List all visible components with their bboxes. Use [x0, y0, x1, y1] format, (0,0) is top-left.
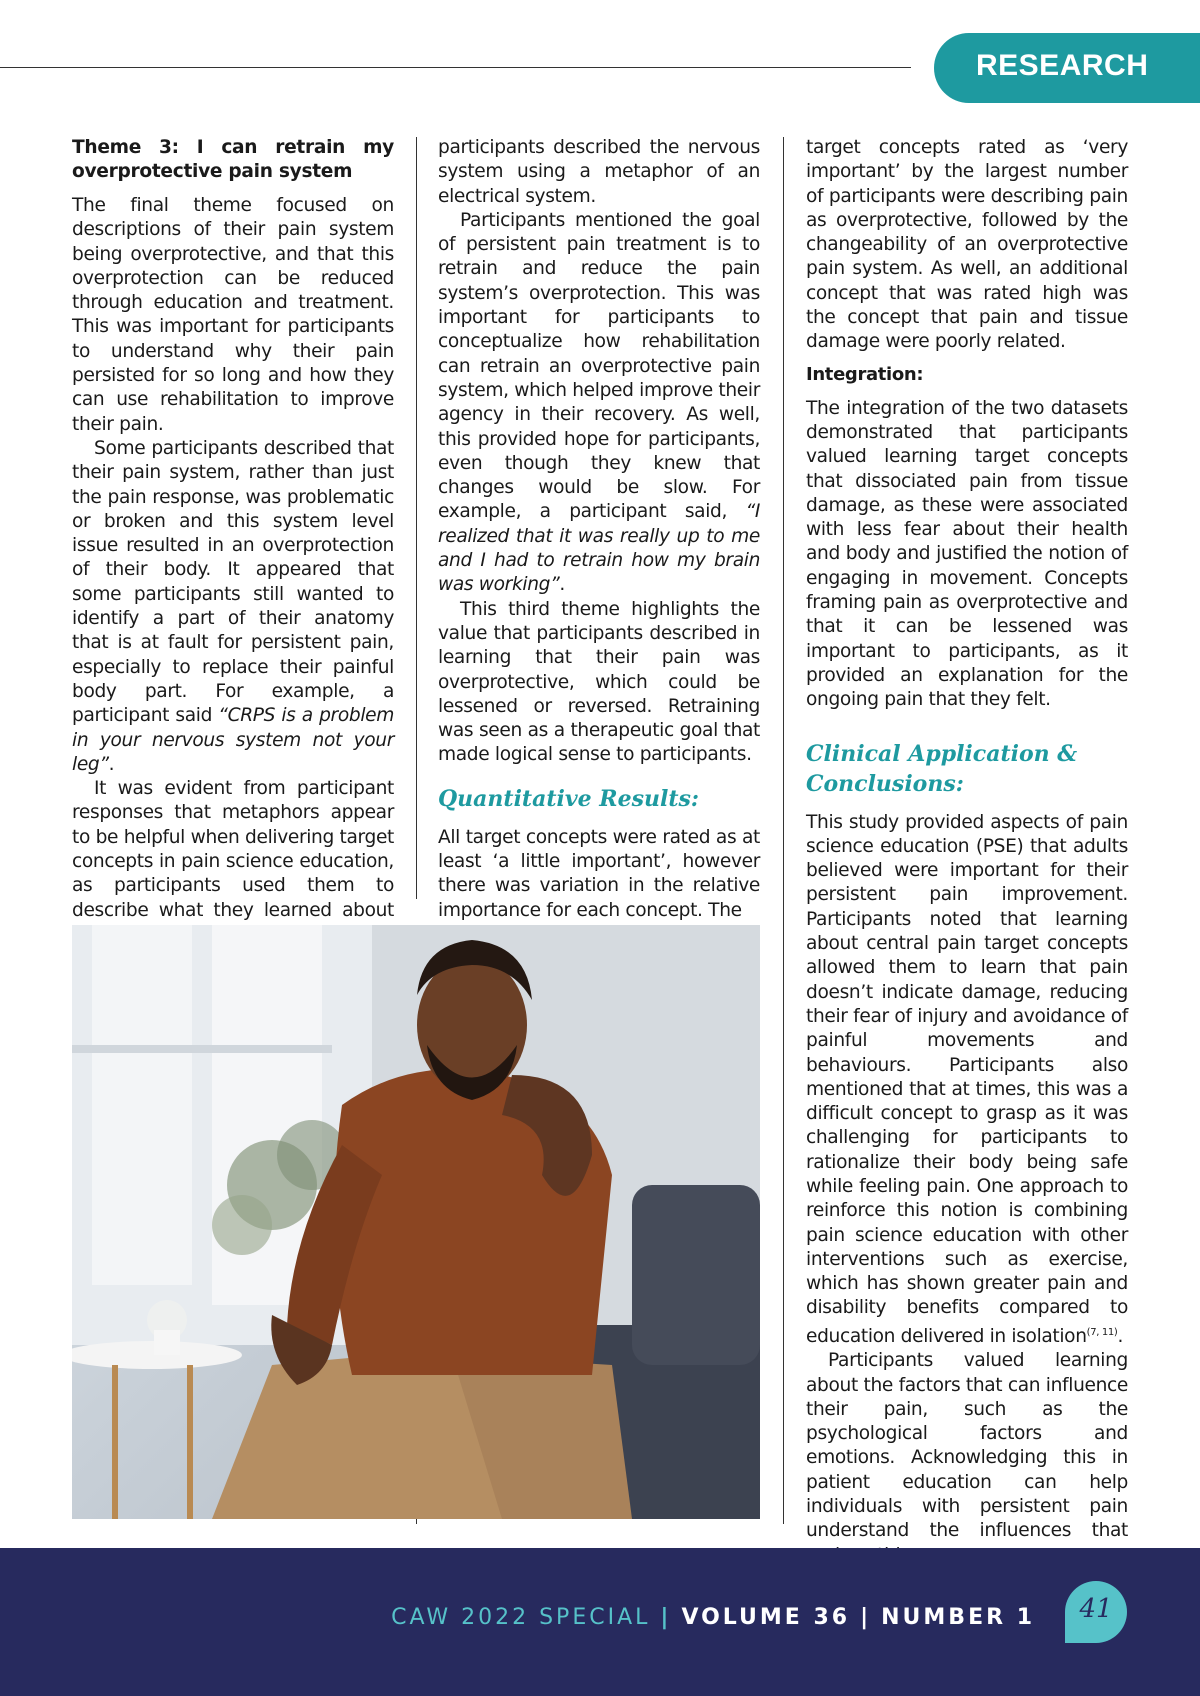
- header-rule: [0, 67, 911, 68]
- footer: [0, 1548, 1200, 1696]
- paragraph: [72, 437, 394, 777]
- paragraph: All target concepts were rated as at least ‘a little important’, however there was variation in the relative importance for each concept. The: [438, 826, 760, 921]
- paragraph: [806, 811, 1128, 1350]
- paragraph-text: Participants mentioned the goal of persistent pain treatment is to retrain and reduce the pain system’s overprotection. This was important for participants to conceptualize how rehabilitation can retrain an overprotective pain system, which helped improve their agency in their recovery. As well, this provided hope for participants, even though they knew that changes would be slow. For example, a participant said,: [438, 209, 760, 523]
- paragraph: The final theme focused on descriptions of their pain system being overprotective, and that this overprotection can be reduced through education and treatment. This was important for participants to understand why their pain persisted for so long and how they can use rehabilitation to improve their pain.: [72, 195, 394, 435]
- paragraph: This third theme highlights the value that participants described in learning that their pain was overprotective, which could be lessened or reversed. Retraining was seen as a therapeutic goal that made logical sense to participants.: [438, 598, 760, 766]
- quantitative-results-heading: Quantitative Results:: [438, 785, 699, 812]
- footer-issue-info: [391, 1605, 1035, 1630]
- page-number: 41: [1079, 1594, 1113, 1624]
- footer-number: NUMBER 1: [881, 1605, 1035, 1630]
- footer-separator: |: [660, 1605, 672, 1630]
- theme-heading: Theme 3: I can retrain my overprotective pain system: [72, 137, 394, 182]
- paragraph-text: Some participants described that their pain system, rather than just the pain response, was problematic or broken and this system level issue resulted in an overprotection of their body. It appeared that some participants still wanted to identify a part of their anatomy that is at fault for persistent pain, especially to replace their painful body part. For example, a participant said: [72, 437, 394, 727]
- section-label: RESEARCH: [976, 49, 1149, 82]
- column-divider: [416, 137, 417, 899]
- participant-quote: “I realized that it was really up to me and I had to retrain how my brain was working”: [438, 501, 760, 596]
- clinical-application-heading: Clinical Application & Conclusions:: [806, 740, 1078, 797]
- paragraph: target concepts rated as ‘very important’ by the largest number of participants were describing pain as overprotective, followed by the changeability of an overprotective pain system. As well, an additional concept that was rated high was the concept that pain and tissue damage were poorly related.: [806, 137, 1128, 353]
- participant-quote: “CRPS is a problem in your nervous system not your leg”: [72, 705, 394, 775]
- paragraph: The integration of the two datasets demonstrated that participants valued learning target concepts that dissociated pain from tissue damage, as these were associated with less fear about their health and body and justified the notion of engaging in movement. Concepts framing pain as overprotective and that it can be lessened was important to participants, as it provided an explanation for the ongoing pain that they felt.: [806, 397, 1128, 711]
- footer-volume: VOLUME 36: [681, 1605, 851, 1630]
- citation-ref: (7, 11): [1086, 1326, 1118, 1338]
- column-2: [438, 136, 760, 923]
- column-1: [72, 136, 394, 947]
- paragraph-end: .: [1117, 1325, 1124, 1347]
- paragraph: It was evident from participant responses that metaphors appear to be helpful when delivering target concepts in pain science education, as participants used them to describe what they learned about: [72, 778, 394, 921]
- page-number-badge: [1065, 1581, 1127, 1643]
- paragraph-text: This study provided aspects of pain science education (PSE) that adults believed were important for their persistent pain improvement. Participants noted that learning about central pain target concepts allowed them to learn that pain doesn’t indicate damage, reducing their fear of injury and avoidance of painful movements and behaviours. Participants also mentioned that at times, this was a difficult concept to grasp as it was challenging for participants to rationalize their body being safe while feeling pain. One approach to reinforce this notion is combining pain science education with other interventions such as exercise, which has shown greater pain and disability benefits compared to education delivered in isolation: [806, 811, 1128, 1347]
- column-divider: [783, 137, 784, 1524]
- man-neck-pain-photo: [72, 925, 760, 1519]
- paragraph: Participants valued learning about the factors that can influence their pain, such as the psychological factors and emotions. Acknowledging this in patient education can help individuals with persistent pain understand the influences that: [806, 1350, 1128, 1542]
- footer-separator: |: [860, 1605, 872, 1630]
- footer-publication: CAW 2022 SPECIAL: [391, 1605, 651, 1630]
- paragraph-end: .: [559, 574, 565, 596]
- paragraph: participants described the nervous system using a metaphor of an electrical system.: [438, 137, 760, 207]
- paragraph-end: .: [108, 753, 115, 775]
- column-3: [806, 136, 1128, 1568]
- section-tab: [934, 33, 1200, 103]
- integration-heading: Integration:: [806, 363, 924, 385]
- column-divider: [416, 1519, 417, 1524]
- paragraph: [438, 209, 760, 598]
